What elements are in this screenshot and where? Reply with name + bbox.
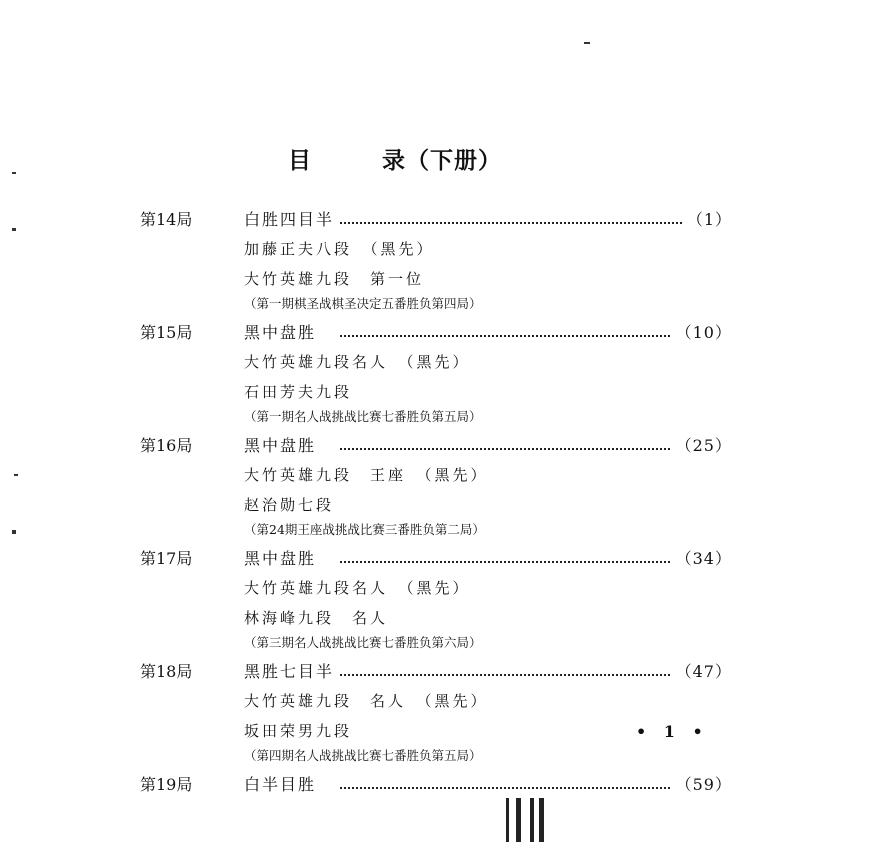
- game-result: 黑中盘胜: [244, 318, 318, 347]
- binding-mark: [539, 798, 544, 842]
- player-line: 大竹英雄九段 第一位: [244, 270, 425, 288]
- toc-entry-main[interactable]: [140, 770, 740, 799]
- toc-entry-main[interactable]: [140, 205, 740, 234]
- table-of-contents: [140, 205, 740, 799]
- scan-speck: [12, 530, 16, 534]
- dot-leader: [340, 222, 682, 224]
- scan-speck: [584, 42, 590, 44]
- dot-leader: [340, 448, 682, 450]
- game-result: 黑中盘胜: [244, 431, 318, 460]
- page-title: [288, 142, 502, 175]
- player-line: 林海峰九段 名人: [244, 609, 389, 627]
- binding-mark: [506, 798, 509, 842]
- page-reference: （34）: [672, 544, 732, 573]
- toc-entry-main[interactable]: [140, 431, 740, 460]
- page-reference: （1）: [683, 205, 732, 234]
- tournament-note: （第四期名人战挑战比赛七番胜负第五局）: [244, 748, 482, 763]
- toc-entry-16: [140, 431, 740, 544]
- player-line: 坂田荣男九段: [244, 722, 353, 740]
- dot-leader: [340, 787, 682, 789]
- dot-leader: [340, 561, 682, 563]
- page-reference: （10）: [672, 318, 732, 347]
- game-number: 第19局: [140, 775, 193, 794]
- game-number: 第15局: [140, 323, 193, 342]
- scan-speck: [12, 228, 16, 231]
- player-line: 石田芳夫九段: [244, 383, 353, 401]
- game-number: 第16局: [140, 436, 193, 455]
- tournament-note: （第三期名人战挑战比赛七番胜负第六局）: [244, 635, 482, 650]
- player-line: 大竹英雄九段 名人 （黑先）: [244, 692, 489, 710]
- scan-speck: [12, 172, 16, 174]
- toc-entry-main[interactable]: [140, 544, 740, 573]
- player-line: 大竹英雄九段名人 （黑先）: [244, 353, 471, 371]
- toc-entry-main[interactable]: [140, 318, 740, 347]
- game-result: 白胜四目半: [244, 205, 336, 234]
- toc-entry-19: [140, 770, 740, 799]
- game-result: 黑胜七目半: [244, 657, 336, 686]
- page-reference: （47）: [672, 657, 732, 686]
- page-reference: （59）: [672, 770, 732, 799]
- toc-entry-17: [140, 544, 740, 657]
- title-part-1: 目: [288, 147, 312, 174]
- player-line: 大竹英雄九段名人 （黑先）: [244, 579, 471, 597]
- toc-entry-main[interactable]: [140, 657, 740, 686]
- binding-mark: [530, 798, 534, 842]
- tournament-note: （第24期王座战挑战比赛三番胜负第二局）: [244, 522, 485, 537]
- game-result: 黑中盘胜: [244, 544, 318, 573]
- player-line: 赵治勋七段: [244, 496, 335, 514]
- game-result: 白半目胜: [244, 770, 318, 799]
- tournament-note: （第一期名人战挑战比赛七番胜负第五局）: [244, 409, 482, 424]
- binding-mark: [516, 798, 521, 842]
- game-number: 第14局: [140, 210, 193, 229]
- player-line: 大竹英雄九段 王座 （黑先）: [244, 466, 489, 484]
- tournament-note: （第一期棋圣战棋圣决定五番胜负第四局）: [244, 296, 482, 311]
- dot-leader: [340, 335, 682, 337]
- scan-speck: [14, 474, 18, 476]
- toc-entry-18: [140, 657, 740, 770]
- title-part-2: 录（下册）: [382, 147, 502, 174]
- page-reference: （25）: [672, 431, 732, 460]
- game-number: 第18局: [140, 662, 193, 681]
- toc-entry-14: [140, 205, 740, 318]
- game-number: 第17局: [140, 549, 193, 568]
- player-line: 加藤正夫八段 （黑先）: [244, 240, 435, 258]
- toc-entry-15: [140, 318, 740, 431]
- dot-leader: [340, 674, 682, 676]
- page-number: • 1 •: [636, 722, 709, 741]
